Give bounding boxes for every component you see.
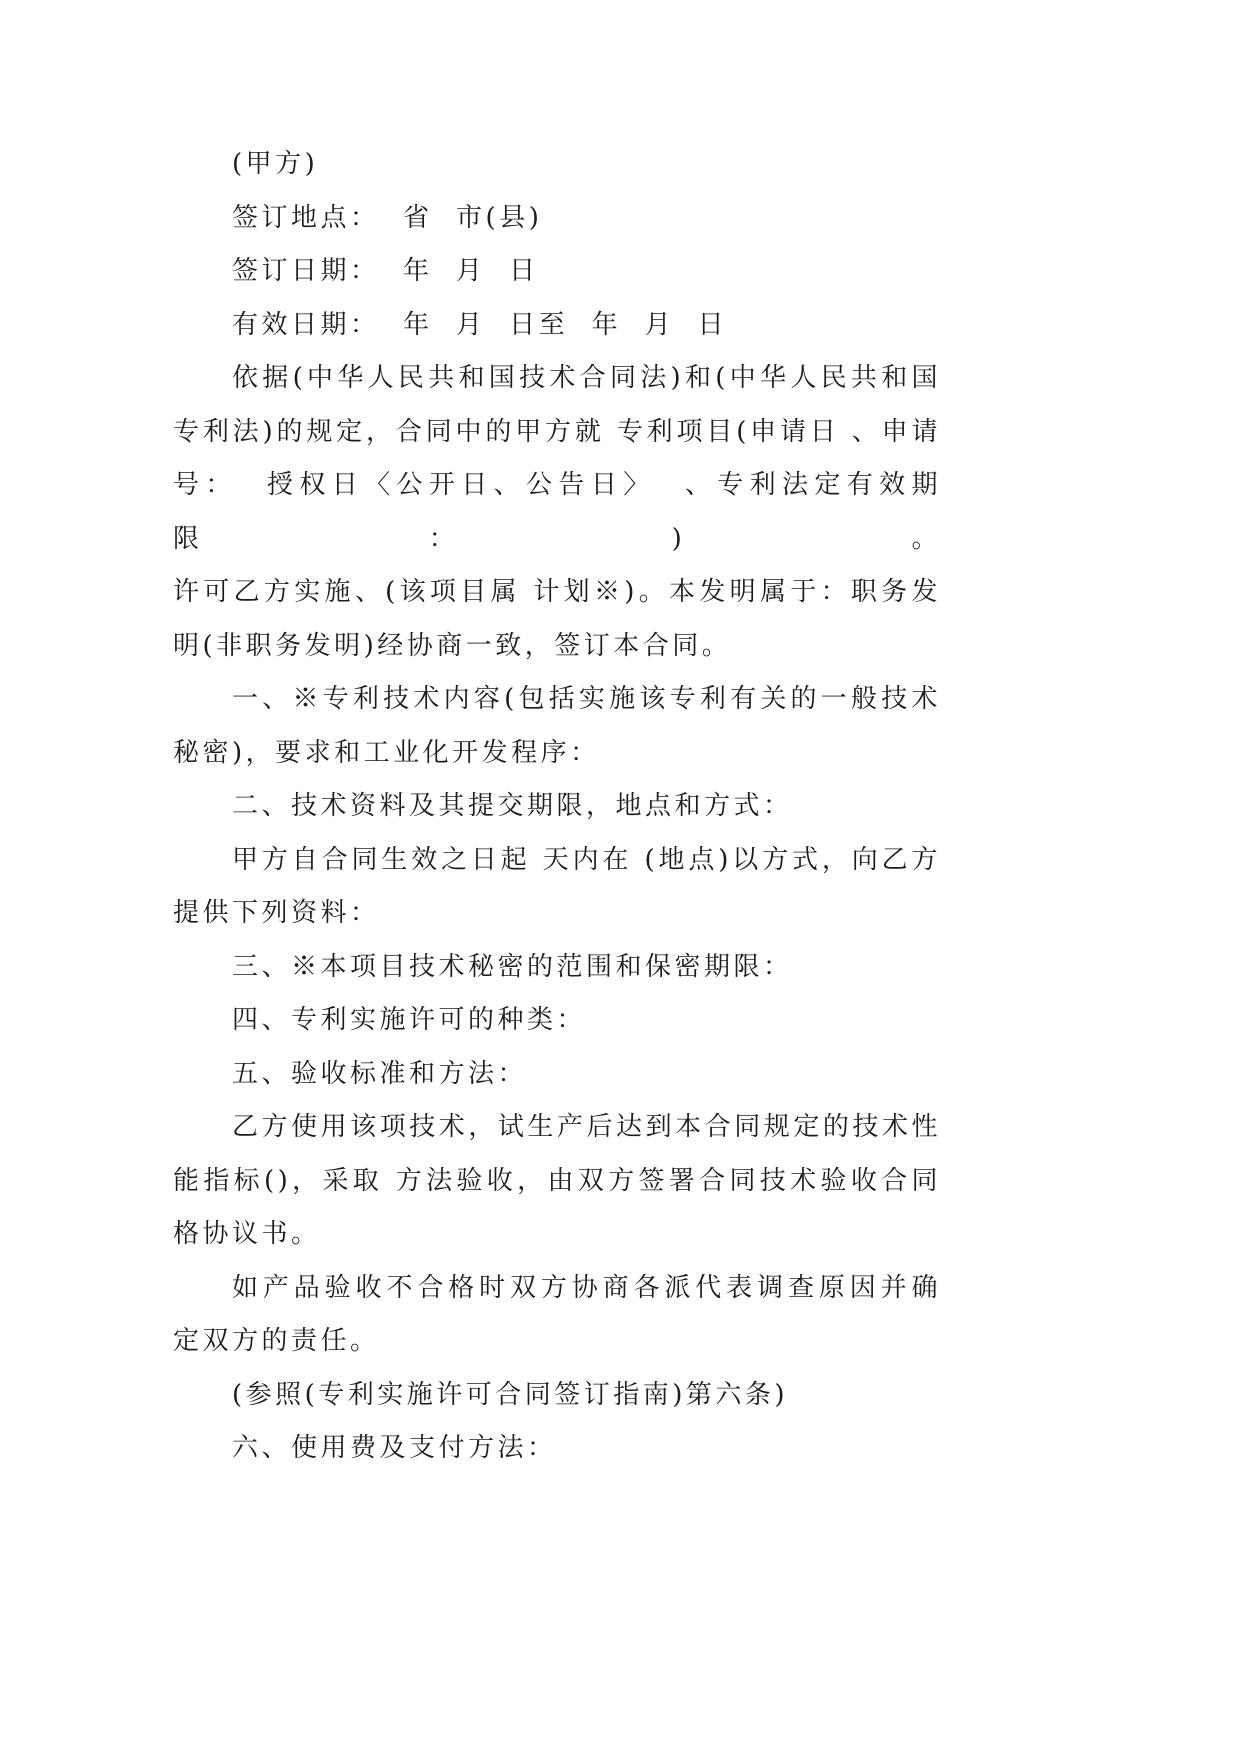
document-body: [173, 138, 941, 1476]
text-line: 明(非职务发明)经协商一致，签订本合同。: [173, 630, 732, 661]
clause-6-heading: [173, 1422, 941, 1476]
text-line: 一、※专利技术内容(包括实施该专利有关的一般技术: [232, 684, 941, 714]
signing-date: [173, 245, 941, 299]
signing-place: [173, 192, 941, 246]
clause-5-body: [173, 1101, 941, 1262]
text-line: 号： 授权日〈公开日、公告日〉 、专利法定有效期限：)。: [173, 470, 941, 554]
clause-2-heading: [173, 780, 941, 834]
valid-period: [173, 299, 941, 353]
party-a-label: [173, 138, 941, 192]
text-line: 有效日期： 年 月 日至 年 月 日: [232, 309, 728, 340]
text-line: 签订日期： 年 月 日: [232, 256, 539, 286]
text-line: 专利法)的规定，合同中的甲方就 专利项目(申请日 、申请: [173, 416, 941, 447]
text-line: 二、技术资料及其提交期限，地点和方式：: [232, 791, 793, 821]
text-line: 秘密)，要求和工业化开发程序：: [173, 737, 600, 768]
text-line: 乙方使用该项技术，试生产后达到本合同规定的技术性: [232, 1112, 941, 1142]
clause-5-reference: [173, 1369, 941, 1423]
text-line: 六、使用费及支付方法：: [232, 1433, 557, 1463]
text-line: 格协议书。: [173, 1219, 321, 1249]
text-line: 能指标()，采取 方法验收，由双方签署合同技术验收合同: [173, 1165, 941, 1196]
text-line: 签订地点： 省 市(县): [232, 202, 543, 233]
text-line: (甲方): [232, 149, 319, 179]
text-line: 四、专利实施许可的种类：: [232, 1005, 587, 1035]
clause-3-heading: [173, 941, 941, 995]
text-line: 依据(中华人民共和国技术合同法)和(中华人民共和国: [232, 363, 941, 393]
clause-5-heading: [173, 1048, 941, 1102]
text-line: 许可乙方实施、(该项目属 计划※)。本发明属于：职务发: [173, 577, 941, 607]
text-line: 如产品验收不合格时双方协商各派代表调查原因并确: [232, 1272, 941, 1303]
text-line: (参照(专利实施许可合同签订指南)第六条): [232, 1379, 789, 1410]
text-line: 甲方自合同生效之日起 天内在 (地点)以方式，向乙方: [232, 844, 941, 875]
preamble-paragraph: [173, 352, 941, 673]
clause-4-heading: [173, 994, 941, 1048]
clause-2-body: [173, 834, 941, 941]
text-line: 三、※本项目技术秘密的范围和保密期限：: [232, 951, 793, 982]
clause-5-failure-note: [173, 1262, 941, 1369]
clause-1-heading: [173, 673, 941, 780]
text-line: 定双方的责任。: [173, 1326, 380, 1356]
text-line: 五、验收标准和方法：: [232, 1058, 528, 1089]
text-line: 提供下列资料：: [173, 898, 380, 928]
